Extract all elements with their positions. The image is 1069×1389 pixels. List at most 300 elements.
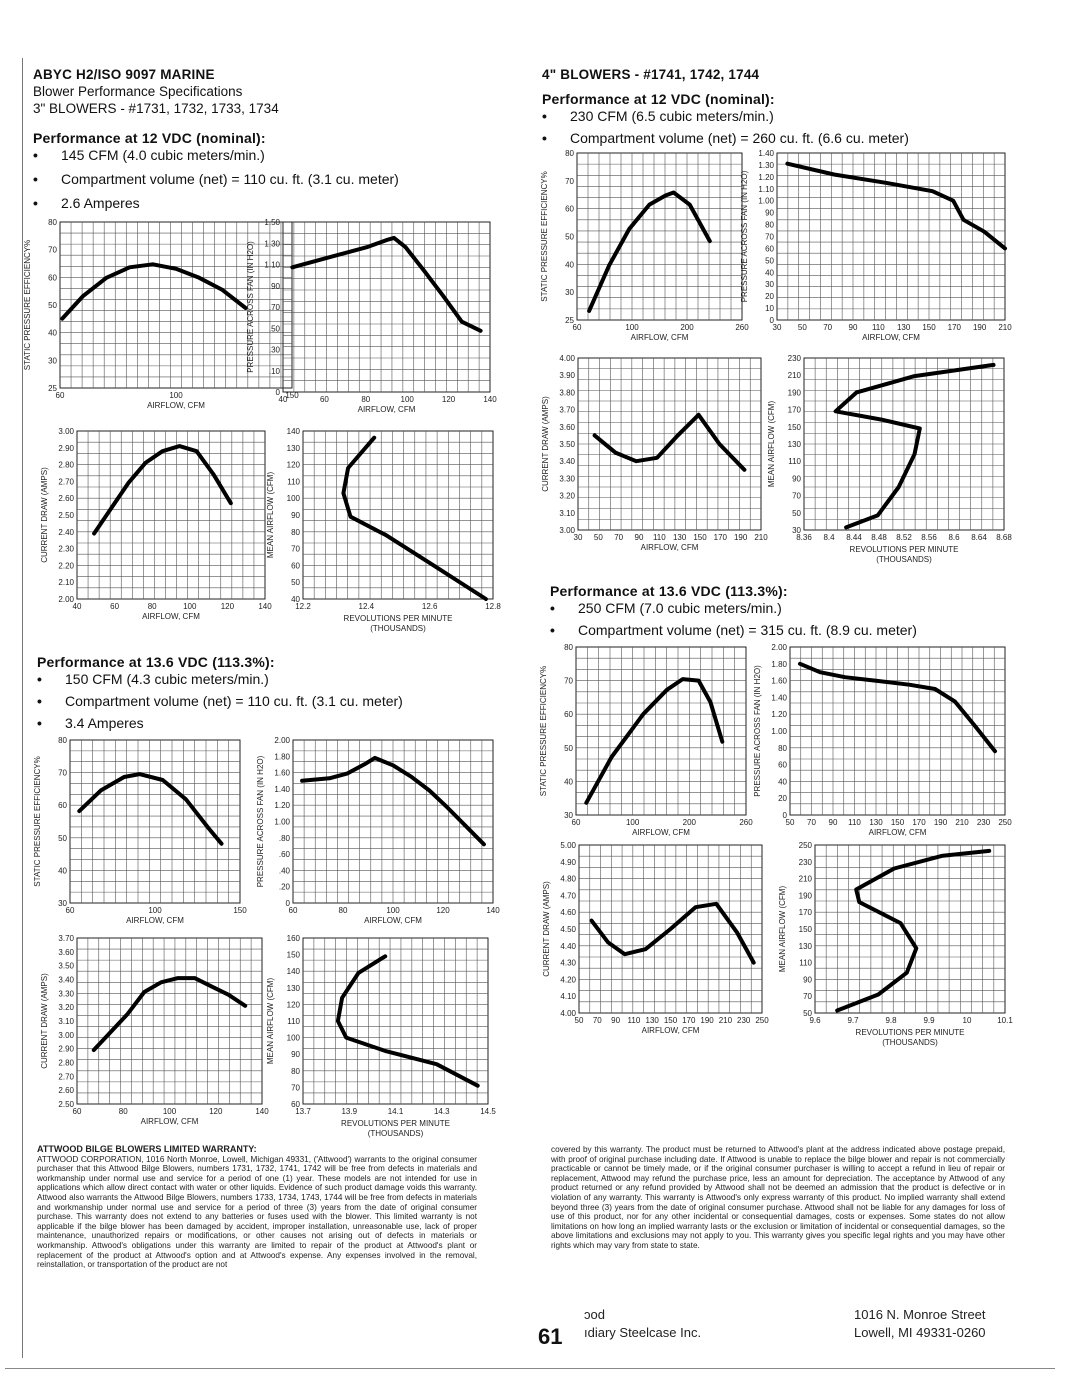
chart-4in-136v-rpm [760,837,1030,1049]
x-tick-label: 120 [209,1107,223,1116]
y-tick-label: 60 [564,710,573,720]
header-line-2: Blower Performance Specifications [33,84,243,99]
series-line [94,978,245,1050]
y-tick-label: .50 [268,324,280,334]
x-tick-label: 140 [483,395,497,404]
series-line [586,679,722,803]
y-tick-label: 250 [798,841,812,850]
x-tick-label: 9.9 [923,1016,935,1025]
bullet-item: • Compartment volume (net) = 260 cu. ft. (6.6 cu. meter) [542,130,909,146]
x-tick-label: 190 [733,533,748,542]
bullet-text: Compartment volume (net) = 110 cu. ft. (3.1 cu. meter) [61,171,399,187]
x-tick-label: 8.68 [996,533,1012,542]
x-tick-label: 110 [848,818,861,827]
bullet-item: • 2.6 Amperes [33,195,140,211]
x-tick-label: 260 [739,818,753,827]
x-tick-label: 150 [693,533,707,542]
y-tick-label: 5.00 [560,841,576,850]
y-tick-label: 40 [564,777,573,787]
y-tick-label: 4.80 [560,874,576,884]
x-tick-label: 150 [890,818,905,827]
y-tick-label: 0 [275,388,280,397]
x-tick-label: 190 [933,818,948,827]
x-tick-label: 10 [962,1016,972,1025]
warranty-left-text: ATTWOOD CORPORATION, 1016 North Monroe, Lowell, Michigan 49331, ('Attwood') warrants to the original consumer purchaser that this Attwood Bilge Blowers, numbers 1731, 1732, 1741, 1742 will be free from defects in materials and workmanship under normal use and service for a period of one (1) year. These models are not intended for use in applications which allow direct contact with water or other liquids. Evidence of such product damage voids this warranty. Attwood also warrants the Attwood Bilge Blowers, numbers 1733, 1734, 1743, 1744 will be free from defects in materials and workmanship under normal use and service for a period of three (3) years from the date of original consumer purchase. This warranty does not extend to any batteries or fuses used with the blower. This limited warranty is not applicable if the bilge blower has been damaged by accident, improper installation, unreasonable use, lack of proper maintenance, unauthorized repairs or modifications, or other causes not arising out of defects in materials or workmanship. Attwood's obligations under this warranty are limited to repair of the product at Attwood's plant or replacement of the product at Attwood's option and at Attwood's expense. Any expenses involved in the removal, reinstallation, or transportation of the product are not [37,1154,477,1270]
y-tick-label: 80 [564,643,573,652]
x-tick-label: 130 [672,533,687,542]
y-tick-label: 1.20 [274,801,290,811]
y-tick-label: 60 [291,561,300,571]
x-axis-label: AIRFLOW, CFM [147,401,205,410]
x-tick-label: 10.1 [997,1016,1013,1025]
x-tick-label: 14.3 [433,1107,450,1116]
bullet-item: • 250 CFM (7.0 cubic meters/min.) [550,600,782,616]
y-tick-label: 2.80 [58,1058,74,1068]
plot-frame [283,222,490,392]
x-tick-label: 100 [625,818,640,827]
x-tick-label: 70 [592,1016,602,1025]
x-tick-label: 70 [807,818,816,827]
y-tick-label: 3.20 [559,491,575,501]
y-tick-label: 3.40 [559,457,575,467]
y-tick-label: 3.70 [559,405,575,415]
y-tick-label: 1.20 [758,172,774,182]
y-tick-label: 50 [48,301,57,310]
y-tick-label: 1.60 [771,676,787,686]
x-tick-label: 130 [869,818,883,827]
y-tick-label: 3.70 [58,934,74,943]
x-tick-label: 150 [663,1016,678,1025]
series-line [79,774,221,844]
warranty-right-text: covered by this warranty. The product must be returned to Attwood's plant at the address indicated above postage prepaid, with proof of original purchase including date. If Attwood is unable to replace the bilge blower and repair is not commercially practicable or cannot be timely made, or if the original consumer purchaser is willing to accept a refund in lieu of repair or replacement, Attwood may refund the purchase price, less an amount for depreciation. The acceptance by Attwood of any product returned or any refund provided by Attwood shall not be deemed an admission that the product is defective or in violation of any warranty. This warranty is Attwood's only express warranty of this product. No implied warranty shall extend beyond three (3) years from the date of original consumer purchase. Attwood shall not be liable for any damages for loss of use of this product, nor for any other incidental or consequential damages, costs or expenses. Some states do not allow limitations on how long an implied warranty lasts or the exclusion or limitation of incidental or consequential damages, so the above limitations and exclusions may not apply to you. This warranty gives you specific legal rights and you may have other rights which may vary from state to state. [551,1145,1005,1250]
plot-frame [303,431,493,599]
y-tick-label: 230 [787,354,801,363]
y-tick-label: 130 [787,440,801,449]
x-tick-label: 13.9 [341,1107,358,1116]
plot-frame [777,153,1005,320]
y-tick-label: 80 [48,218,57,227]
y-tick-label: 1.30 [264,239,280,249]
y-tick-label: 1.40 [758,149,774,158]
y-tick-label: 1.30 [758,160,774,170]
y-axis-label: CURRENT DRAW (AMPS) [542,881,551,977]
page-number: 61 [538,1324,563,1349]
y-tick-label: 80 [58,736,67,745]
x-tick-label: 120 [441,395,456,404]
y-tick-label: .20 [278,882,290,892]
x-tick-label: 130 [896,323,911,332]
x-tick-label: 90 [848,323,858,332]
y-tick-label: 4.00 [560,1009,576,1018]
y-tick-label: 3.30 [559,474,575,484]
y-tick-label: .70 [268,303,280,312]
y-tick-label: 30 [564,811,573,820]
y-axis-label: PRESSURE ACROSS FAN (IN H2O) [753,665,762,797]
y-tick-label: 140 [286,967,300,977]
chart-3in-12v-pressure [230,214,500,418]
x-tick-label: 60 [288,906,298,915]
series-line [292,238,480,331]
x-axis-label: AIRFLOW, CFM [862,333,920,342]
bullet-item: • 145 CFM (4.0 cubic meters/min.) [33,147,265,163]
header-line-3: 3" BLOWERS - #1731, 1732, 1733, 1734 [33,101,279,116]
y-tick-label: 3.30 [58,989,74,999]
x-tick-label: 140 [255,1107,269,1116]
y-axis-label: CURRENT DRAW (AMPS) [541,396,550,492]
x-tick-label: 90 [634,533,644,542]
y-tick-label: .60 [278,850,290,860]
y-tick-label: 2.50 [58,1100,74,1109]
x-tick-label: 230 [976,818,991,827]
y-tick-label: 120 [286,1000,300,1010]
y-tick-label: 90 [291,511,300,520]
y-tick-label: 1.60 [274,768,290,778]
y-tick-label: 50 [792,508,801,518]
chart-3in-136v-efficiency [20,732,252,932]
x-tick-label: 100 [386,906,400,915]
y-axis-label: MEAN AIRFLOW (CFM) [266,471,275,559]
x-tick-label: 140 [258,602,272,611]
y-tick-label: 1.80 [771,659,787,669]
y-tick-label: 20 [778,794,787,804]
x-tick-label: 50 [797,323,807,332]
y-axis-label: STATIC PRESSURE EFFICIENCY% [23,239,32,371]
y-tick-label: 3.00 [58,427,74,436]
y-tick-label: 40 [291,595,300,604]
y-tick-label: 40 [48,328,57,338]
x-tick-label: 100 [400,395,414,404]
x-tick-label: 60 [319,395,329,404]
y-tick-label: 20 [765,292,774,302]
left-header [33,66,279,117]
y-tick-label: 170 [798,908,812,918]
y-tick-label: 4.00 [559,354,575,363]
y-tick-label: 90 [792,474,801,484]
x-axis-label: AIRFLOW, CFM [126,916,184,925]
bullet-text: 145 CFM (4.0 cubic meters/min.) [61,147,265,163]
y-tick-label: 110 [287,1017,300,1026]
chart-4in-12v-current [530,350,770,562]
y-tick-label: 70 [291,544,300,554]
y-axis-label: STATIC PRESSURE EFFICIENCY% [540,171,549,302]
left-136v-section [37,654,403,731]
x-tick-label: 8.4 [823,533,835,542]
y-tick-label: 4.70 [560,891,576,901]
x-tick-label: 60 [72,1107,82,1116]
y-tick-label: 1.40 [274,784,290,794]
y-tick-label: 40 [765,268,774,278]
right-12v-section [542,91,909,146]
y-tick-label: 80 [565,149,574,158]
chart-4in-12v-rpm [760,350,1030,574]
y-tick-label: 90 [803,975,812,985]
x-tick-label: 170 [947,323,962,332]
x-tick-label: 210 [718,1016,733,1025]
y-tick-label: 30 [48,356,57,366]
x-tick-label: 200 [682,818,697,827]
chart-4in-12v-efficiency [530,145,762,351]
bullet-text: Compartment volume (net) = 315 cu. ft. (8.9 cu. meter) [578,622,917,638]
x-tick-label: 30 [772,323,782,332]
y-tick-label: 80 [291,1066,300,1076]
x-axis-label: REVOLUTIONS PER MINUTE (THOUSANDS) [343,614,453,633]
y-tick-label: 4.20 [560,975,576,985]
y-tick-label: 25 [565,316,574,325]
x-tick-label: 70 [614,533,624,542]
y-tick-label: 3.60 [58,947,74,957]
y-tick-label: 70 [792,491,801,501]
y-tick-label: 140 [286,427,300,436]
x-tick-label: 80 [118,1107,128,1116]
x-tick-label: 12.6 [421,602,438,611]
y-axis-label: MEAN AIRFLOW (CFM) [778,885,787,973]
y-tick-label: 40 [565,260,574,270]
header-line-1: ABYC H2/ISO 9097 MARINE [33,67,215,82]
x-tick-label: 230 [737,1016,751,1025]
x-tick-label: 14.1 [387,1107,404,1116]
x-tick-label: 100 [625,323,639,332]
chart-3in-12v-rpm [258,424,501,646]
y-tick-label: 40 [778,777,787,787]
y-tick-label: 4.60 [560,908,576,918]
right-136v-section [550,583,917,638]
chart-4in-12v-pressure [730,145,1030,351]
plot-frame [70,740,240,903]
y-tick-label: 130 [286,443,300,453]
bullet-item: • 230 CFM (6.5 cubic meters/min.) [542,108,774,124]
y-tick-label: 25 [48,384,57,393]
x-tick-label: 12.4 [358,602,375,611]
x-tick-label: 50 [785,818,795,827]
series-line [589,193,710,311]
x-tick-label: 60 [55,391,65,400]
x-tick-label: 150 [285,391,299,400]
y-tick-label: 110 [287,477,300,487]
x-tick-label: 170 [713,533,728,542]
x-axis-label: AIRFLOW, CFM [357,405,416,414]
x-tick-label: 140 [486,906,500,915]
y-tick-label: 4.50 [560,925,576,934]
y-tick-label: 190 [798,891,812,901]
y-tick-label: 50 [803,1009,812,1018]
y-axis-label: MEAN AIRFLOW (CFM) [266,977,275,1065]
y-tick-label: 2.30 [58,544,74,554]
x-tick-label: 80 [361,395,371,404]
y-axis-label: STATIC PRESSURE EFFICIENCY% [33,756,42,887]
y-tick-label: 50 [565,232,574,242]
y-tick-label: 60 [291,1100,300,1109]
y-tick-label: 2.00 [771,643,787,652]
x-tick-label: 12.8 [485,602,501,611]
x-tick-label: 60 [110,602,120,611]
y-tick-label: 1.50 [264,218,280,227]
y-tick-label: 2.80 [58,460,74,470]
chart-3in-136v-rpm [258,930,498,1144]
bullet-item: • Compartment volume (net) = 110 cu. ft. (3.1 cu. meter) [37,693,403,709]
y-tick-label: .80 [278,833,290,843]
y-tick-label: 1.00 [274,817,290,827]
x-axis-label: AIRFLOW, CFM [142,612,200,621]
y-tick-label: 60 [778,760,787,770]
y-tick-label: 2.50 [58,511,74,520]
x-tick-label: 190 [700,1016,714,1025]
x-tick-label: 60 [65,906,75,915]
chart-3in-136v-current [20,930,270,1130]
y-tick-label: 3.10 [58,1017,74,1026]
y-tick-label: 50 [58,833,67,843]
section-title: Performance at 13.6 VDC (113.3%): [37,654,275,670]
y-tick-label: 30 [58,899,67,908]
y-tick-label: 2.60 [58,1086,74,1096]
y-tick-label: 2.40 [58,527,74,537]
y-tick-label: .30 [268,345,280,355]
y-tick-label: 2.10 [58,578,74,588]
x-tick-label: 8.6 [948,533,960,542]
y-tick-label: 2.60 [58,494,74,504]
chart-4in-136v-current [530,837,770,1045]
x-tick-label: 60 [572,323,582,332]
x-tick-label: 250 [755,1016,769,1025]
x-tick-label: 8.56 [921,533,937,542]
y-tick-label: 3.80 [559,388,575,398]
y-tick-label: 80 [765,220,774,230]
y-tick-label: 3.60 [559,422,575,432]
x-tick-label: 150 [233,906,247,915]
plot-frame [815,845,1005,1013]
y-tick-label: 1.40 [771,693,787,703]
x-tick-label: 9.6 [809,1016,821,1025]
bullet-item: • Compartment volume (net) = 315 cu. ft. (8.9 cu. meter) [550,622,917,638]
company-line-2: ıdiary Steelcase Inc. [584,1325,702,1340]
x-tick-label: 250 [998,818,1012,827]
x-tick-label: 150 [922,323,936,332]
y-tick-label: 3.50 [58,961,74,971]
y-tick-label: 4.10 [560,992,576,1002]
y-tick-label: 70 [58,768,67,778]
y-tick-label: 2.70 [58,477,74,487]
section-title: Performance at 13.6 VDC (113.3%): [550,583,788,599]
y-tick-label: 30 [765,280,774,290]
y-tick-label: 90 [765,208,774,218]
series-line [592,904,754,963]
x-tick-label: 8.52 [896,533,912,542]
page-bottom-rule [5,1368,1055,1369]
company-block [584,1306,701,1342]
y-tick-label: 130 [286,983,300,993]
warranty-left [37,1145,477,1270]
x-tick-label: 14.5 [480,1107,496,1116]
bullet-text: 230 CFM (6.5 cubic meters/min.) [570,108,774,124]
x-axis-label: AIRFLOW, CFM [364,916,422,925]
plot-frame [303,938,488,1104]
y-tick-label: 210 [787,371,801,381]
x-tick-label: 130 [645,1016,659,1025]
y-axis-label: CURRENT DRAW (AMPS) [40,973,49,1069]
x-tick-label: 170 [682,1016,696,1025]
y-tick-label: 3.50 [559,440,575,449]
y-tick-label: 60 [765,244,774,254]
y-axis-label: PRESSURE ACROSS FAN (IN H2O) [246,241,255,373]
right-header [542,66,759,83]
y-tick-label: 90 [271,281,280,291]
x-tick-label: 8.64 [971,533,987,542]
x-tick-label: 90 [611,1016,621,1025]
x-tick-label: 9.8 [885,1016,897,1025]
y-tick-label: 4.40 [560,941,576,951]
x-tick-label: 80 [147,602,157,611]
x-axis-label: REVOLUTIONS PER MINUTE (THOUSANDS) [855,1028,965,1047]
x-tick-label: 110 [871,323,885,332]
x-tick-label: 12.2 [295,602,311,611]
y-tick-label: 2.20 [58,561,74,571]
x-axis-label: REVOLUTIONS PER MINUTE (THOUSANDS) [341,1119,450,1138]
x-tick-label: 80 [338,906,348,915]
bullet-text: 250 CFM (7.0 cubic meters/min.) [578,600,782,616]
x-tick-label: 190 [972,323,987,332]
y-tick-label: 10 [765,304,774,314]
x-tick-label: 50 [593,533,603,542]
x-tick-label: 90 [828,818,838,827]
bullet-text: 150 CFM (4.3 cubic meters/min.) [65,671,269,687]
left-12v-section [33,130,399,211]
y-tick-label: 1.20 [771,710,787,720]
y-tick-label: 80 [778,743,787,753]
y-tick-label: 210 [798,874,812,884]
x-tick-label: 110 [652,533,666,542]
y-tick-label: 1.00 [771,727,787,736]
y-tick-label: 3.00 [559,526,575,535]
y-tick-label: 30 [565,288,574,298]
y-axis-label: MEAN AIRFLOW (CFM) [767,400,776,488]
x-tick-label: 210 [955,818,969,827]
y-tick-label: 4.90 [560,857,576,867]
right-header-title: 4" BLOWERS - #1741, 1742, 1744 [542,67,760,82]
y-tick-label: .10 [268,366,280,376]
y-tick-label: 4.30 [560,958,576,968]
y-tick-label: 2.00 [274,736,290,745]
y-tick-label: 110 [788,457,801,467]
x-tick-label: 30 [573,533,583,542]
x-tick-label: 100 [162,1107,177,1116]
bullet-text: 2.6 Amperes [61,195,140,211]
x-axis-label: AIRFLOW, CFM [640,543,699,552]
y-tick-label: 120 [286,460,300,470]
y-tick-label: 160 [286,934,300,943]
warranty-right [551,1145,1005,1251]
warranty-heading: ATTWOOD BILGE BLOWERS LIMITED WARRANTY: [37,1144,257,1154]
y-tick-label: 150 [798,925,812,934]
y-tick-label: 90 [291,1050,300,1060]
x-tick-label: 8.48 [871,533,887,542]
y-axis-label: CURRENT DRAW (AMPS) [40,467,49,563]
x-tick-label: 120 [220,602,235,611]
y-tick-label: 190 [787,388,801,398]
company-line-1: ɔod [584,1307,605,1322]
x-tick-label: 210 [754,533,768,542]
x-tick-label: 100 [183,602,197,611]
x-axis-label: AIRFLOW, CFM [868,828,927,837]
y-axis-label: PRESSURE ACROSS FAN (IN H2O) [740,170,749,303]
y-tick-label: 80 [291,527,300,537]
x-tick-label: 100 [148,906,162,915]
y-tick-label: 60 [48,273,57,283]
x-axis-label: AIRFLOW, CFM [630,333,689,342]
y-tick-label: 3.00 [58,1030,74,1040]
y-tick-label: 150 [286,950,300,960]
x-axis-label: AIRFLOW, CFM [641,1026,700,1035]
y-tick-label: 30 [792,526,801,535]
y-tick-label: 60 [58,801,67,811]
